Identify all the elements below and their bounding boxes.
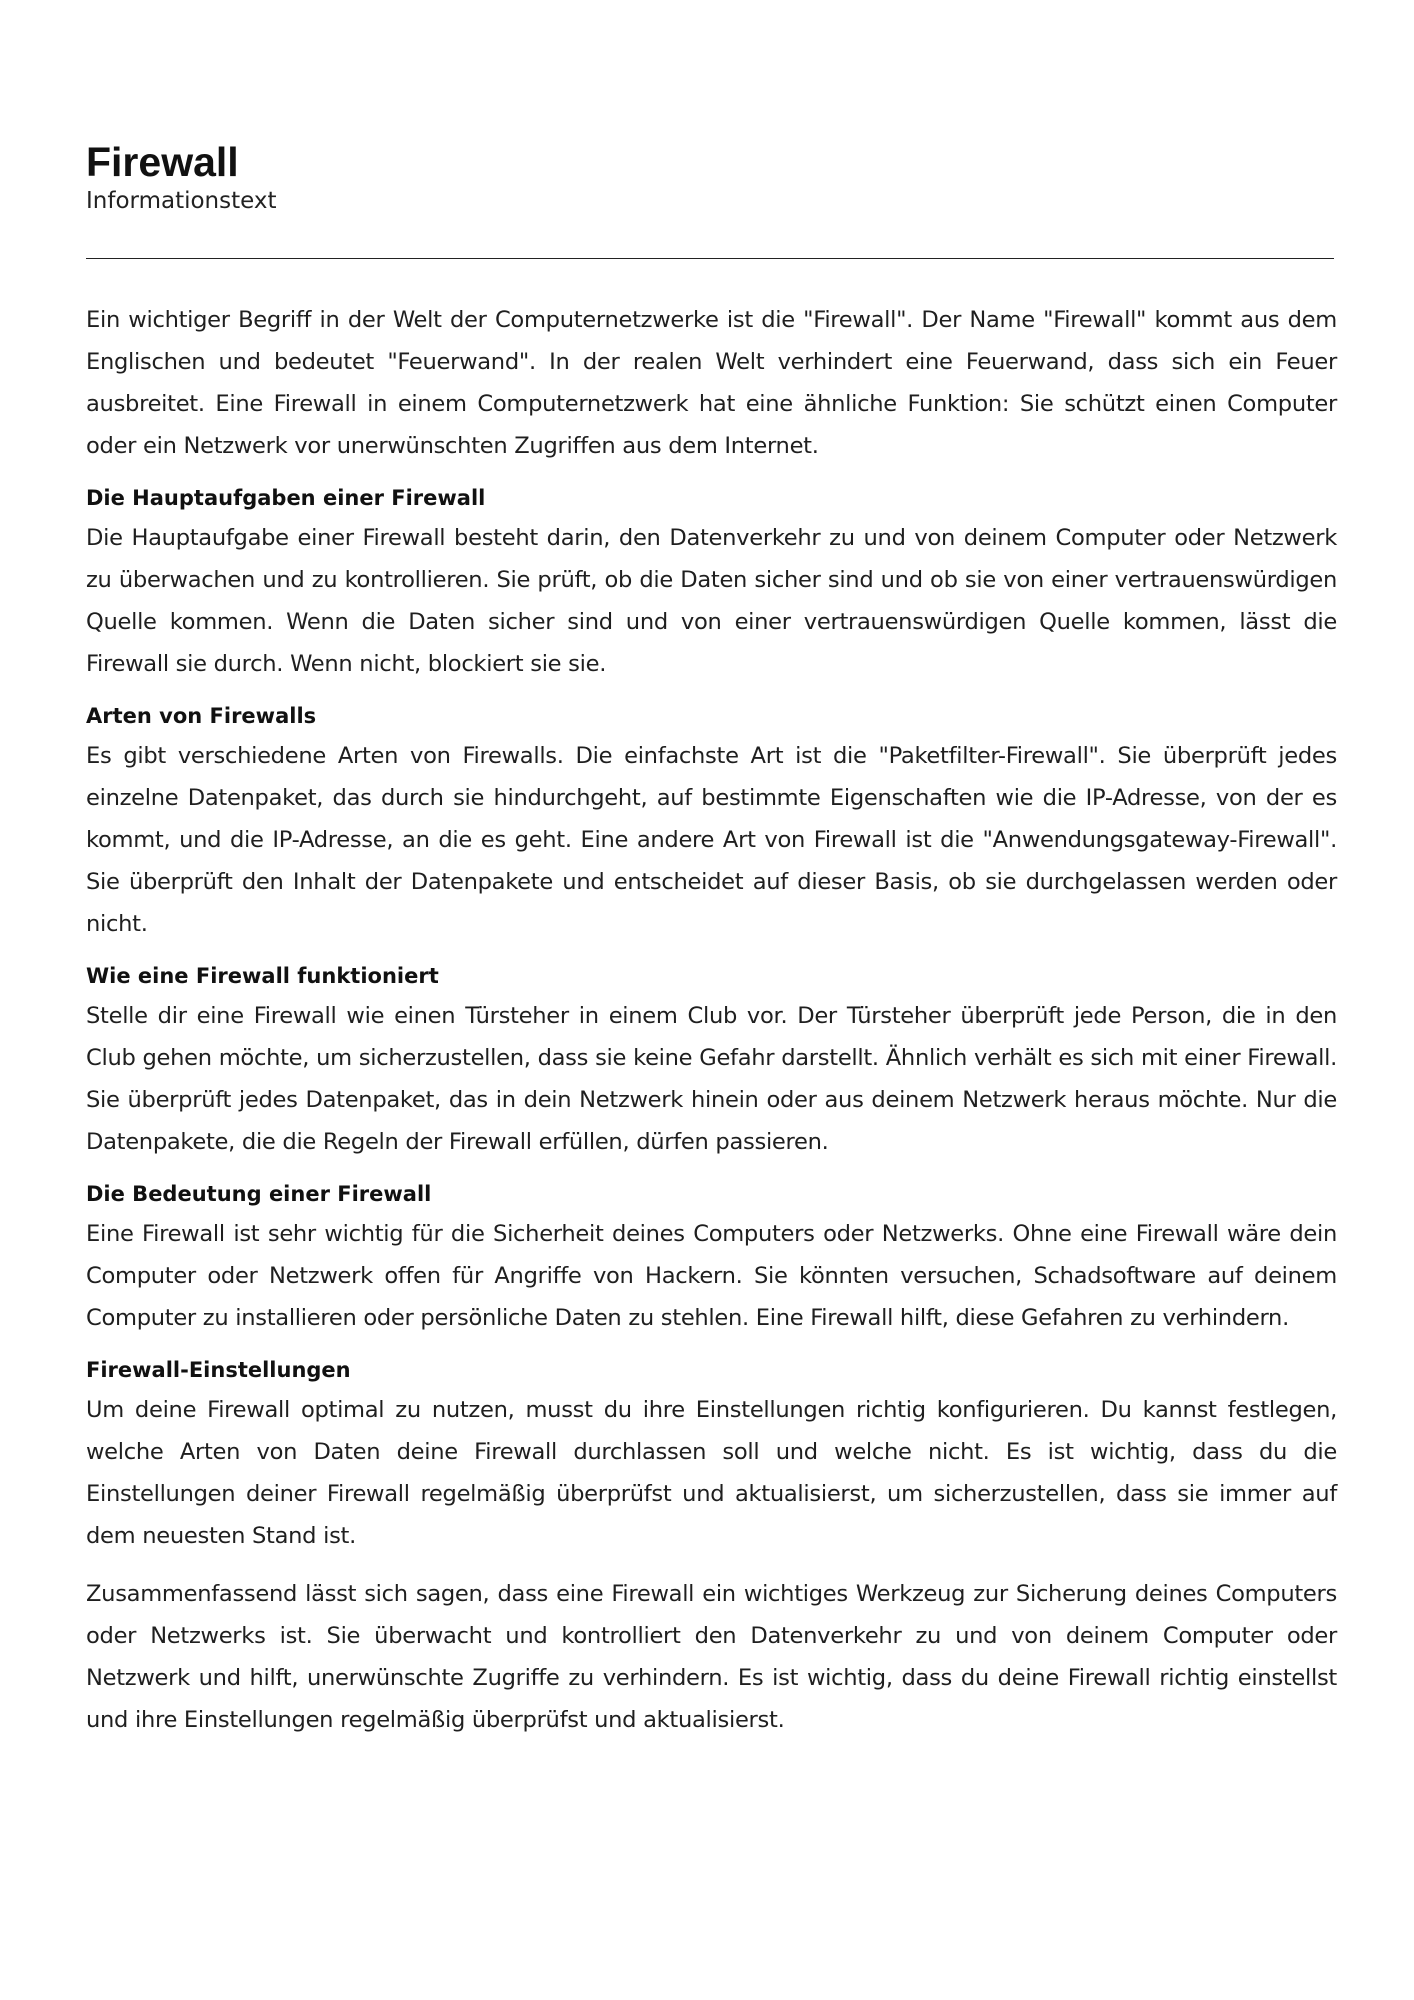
document-page <box>86 138 1337 1741</box>
section-heading: Die Bedeutung einer Firewall <box>86 1182 432 1206</box>
section-heading: Die Hauptaufgaben einer Firewall <box>86 486 486 510</box>
section-paragraph: Um deine Firewall optimal zu nutzen, musst du ihre Einstellungen richtig konfigurieren. Du kannst festlegen, welche Arten von Daten deine Firewall durchlassen soll und welche nicht. Es ist wichtig, dass du die Einstellungen deiner Firewall regelmäßig überprüfst und aktualisierst, um sicherzustellen, dass sie immer auf dem neuesten Stand ist. <box>86 1397 1337 1549</box>
intro-paragraph: Ein wichtiger Begriff in der Welt der Computernetzwerke ist die "Firewall". Der Name "Firewall" kommt aus dem Englischen und bedeutet "Feuerwand". In der realen Welt verhindert eine Feuerwand, dass sich ein Feuer ausbreitet. Eine Firewall in einem Computernetzwerk hat eine ähnliche Funktion: Sie schützt einen Computer oder ein Netzwerk vor unerwünschten Zugriffen aus dem Internet. <box>86 307 1337 459</box>
section-paragraph: Es gibt verschiedene Arten von Firewalls. Die einfachste Art ist die "Paketfilter-Firewall". Sie überprüft jedes einzelne Datenpaket, das durch sie hindurchgeht, auf bestimmte Eigenschaften wie die IP-Adresse, von der es kommt, und die IP-Adresse, an die es geht. Eine andere Art von Firewall ist die "Anwendungsgateway-Firewall". Sie überprüft den Inhalt der Datenpakete und entscheidet auf dieser Basis, ob sie durchgelassen werden oder nicht. <box>86 743 1337 937</box>
section-einstellungen <box>86 1351 1337 1557</box>
section-heading: Firewall-Einstellungen <box>86 1358 351 1382</box>
section-hauptaufgaben <box>86 479 1337 685</box>
header-divider <box>86 258 1334 259</box>
document-subtitle: Informationstext <box>86 188 277 214</box>
section-heading: Wie eine Firewall funktioniert <box>86 964 439 988</box>
section-bedeutung <box>86 1175 1337 1339</box>
section-paragraph: Die Hauptaufgabe einer Firewall besteht darin, den Datenverkehr zu und von deinem Computer oder Netzwerk zu überwachen und zu kontrollieren. Sie prüft, ob die Daten sicher sind und ob sie von einer vertrauenswürdigen Quelle kommen. Wenn die Daten sicher sind und von einer vertrauenswürdigen Quelle kommen, lässt die Firewall sie durch. Wenn nicht, blockiert sie sie. <box>86 525 1337 677</box>
section-paragraph: Stelle dir eine Firewall wie einen Türsteher in einem Club vor. Der Türsteher überprüft jede Person, die in den Club gehen möchte, um sicherzustellen, dass sie keine Gefahr darstellt. Ähnlich verhält es sich mit einer Firewall. Sie überprüft jedes Datenpaket, das in dein Netzwerk hinein oder aus deinem Netzwerk heraus möchte. Nur die Datenpakete, die die Regeln der Firewall erfüllen, dürfen passieren. <box>86 1003 1337 1155</box>
section-funktionsweise <box>86 957 1337 1163</box>
section-arten <box>86 697 1337 945</box>
section-paragraph: Eine Firewall ist sehr wichtig für die Sicherheit deines Computers oder Netzwerks. Ohne eine Firewall wäre dein Computer oder Netzwerk offen für Angriffe von Hackern. Sie könnten versuchen, Schadsoftware auf deinem Computer zu installieren oder persönliche Daten zu stehlen. Eine Firewall hilft, diese Gefahren zu verhindern. <box>86 1221 1337 1331</box>
section-heading: Arten von Firewalls <box>86 704 317 728</box>
summary-paragraph: Zusammenfassend lässt sich sagen, dass eine Firewall ein wichtiges Werkzeug zur Sicherung deines Computers oder Netzwerks ist. Sie überwacht und kontrolliert den Datenverkehr zu und von deinem Computer oder Netzwerk und hilft, unerwünschte Zugriffe zu verhindern. Es ist wichtig, dass du deine Firewall richtig einstellst und ihre Einstellungen regelmäßig überprüfst und aktualisierst. <box>86 1581 1337 1733</box>
document-title: Firewall <box>86 139 239 185</box>
